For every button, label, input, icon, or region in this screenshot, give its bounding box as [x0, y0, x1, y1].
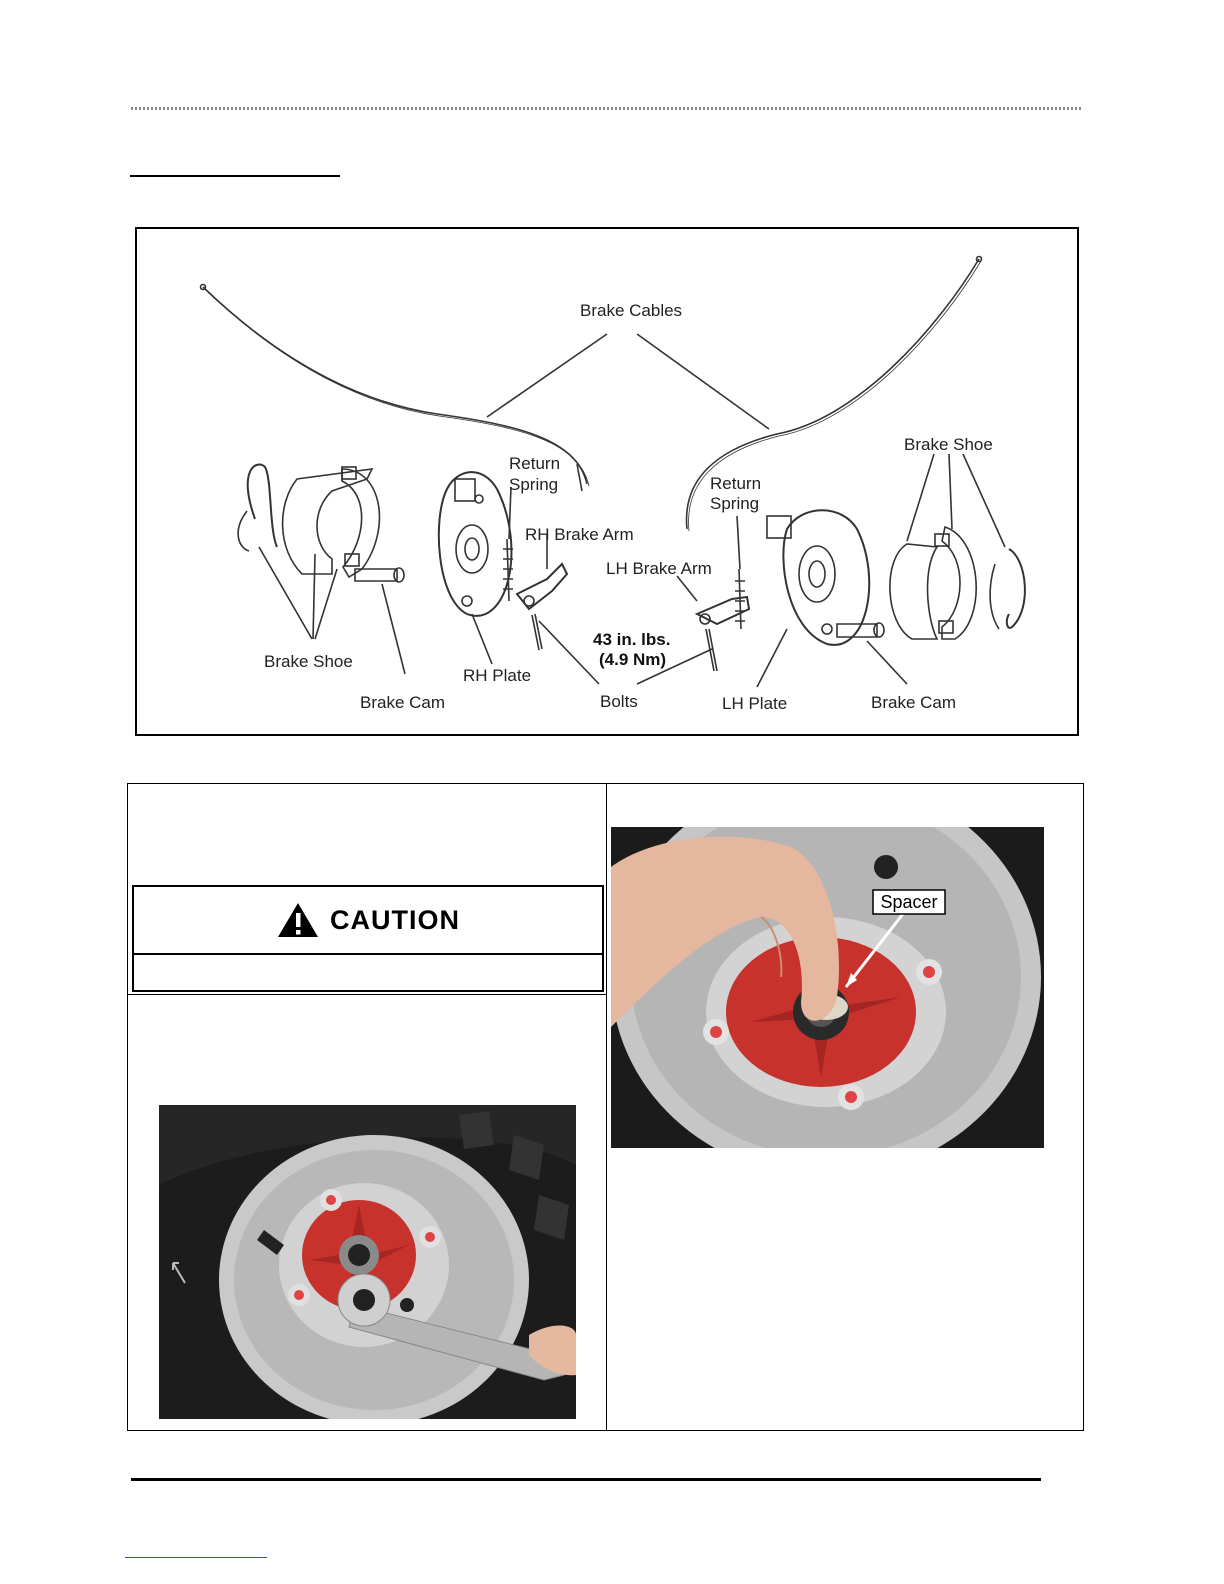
- lh-brake-shoe: [890, 544, 937, 639]
- label-lh-plate: LH Plate: [722, 694, 788, 713]
- row-divider: [128, 994, 606, 995]
- rh-shoe-spring: [248, 465, 277, 547]
- label-rh-plate: RH Plate: [463, 666, 532, 685]
- lh-shoe-spring: [1007, 549, 1025, 628]
- label-return-spring-rh: Return: [509, 454, 561, 473]
- label-return-spring-lh: Return: [710, 474, 762, 493]
- label-brake-cables: Brake Cables: [580, 301, 683, 320]
- label-torque-spec: 43 in. lbs.: [593, 630, 671, 649]
- procedure-table: [127, 783, 1084, 1431]
- rh-bolt: [532, 614, 542, 650]
- label-lh-brake-arm: LH Brake Arm: [606, 559, 712, 578]
- label-bolts: Bolts: [600, 692, 638, 711]
- brake-exploded-diagram: [135, 227, 1079, 736]
- label-torque-spec: (4.9 Nm): [599, 650, 667, 669]
- footer-link-underline[interactable]: [125, 1557, 267, 1558]
- spacer-removal-photo: [611, 827, 1044, 1148]
- label-brake-cam-right: Brake Cam: [871, 693, 957, 712]
- label-return-spring-lh: Spring: [710, 494, 760, 513]
- label-return-spring-rh: Spring: [509, 475, 559, 494]
- label-brake-cam-left: Brake Cam: [360, 693, 446, 712]
- wheel-hub-wrench-photo: [159, 1105, 576, 1419]
- label-brake-shoe-right: Brake Shoe: [904, 435, 993, 454]
- warning-triangle-icon: [276, 901, 320, 939]
- column-divider: [606, 784, 607, 1430]
- header-rule: [131, 107, 1082, 110]
- section-heading-underline: [130, 175, 340, 177]
- spacer-callout: Spacer: [880, 892, 938, 912]
- footer-rule: [131, 1478, 1041, 1481]
- caution-box: [132, 885, 604, 992]
- label-rh-brake-arm: RH Brake Arm: [525, 525, 634, 544]
- rh-brake-cam: [355, 569, 397, 581]
- label-brake-shoe-left: Brake Shoe: [264, 652, 353, 671]
- caution-word: CAUTION: [330, 904, 460, 935]
- caution-header: [134, 887, 602, 955]
